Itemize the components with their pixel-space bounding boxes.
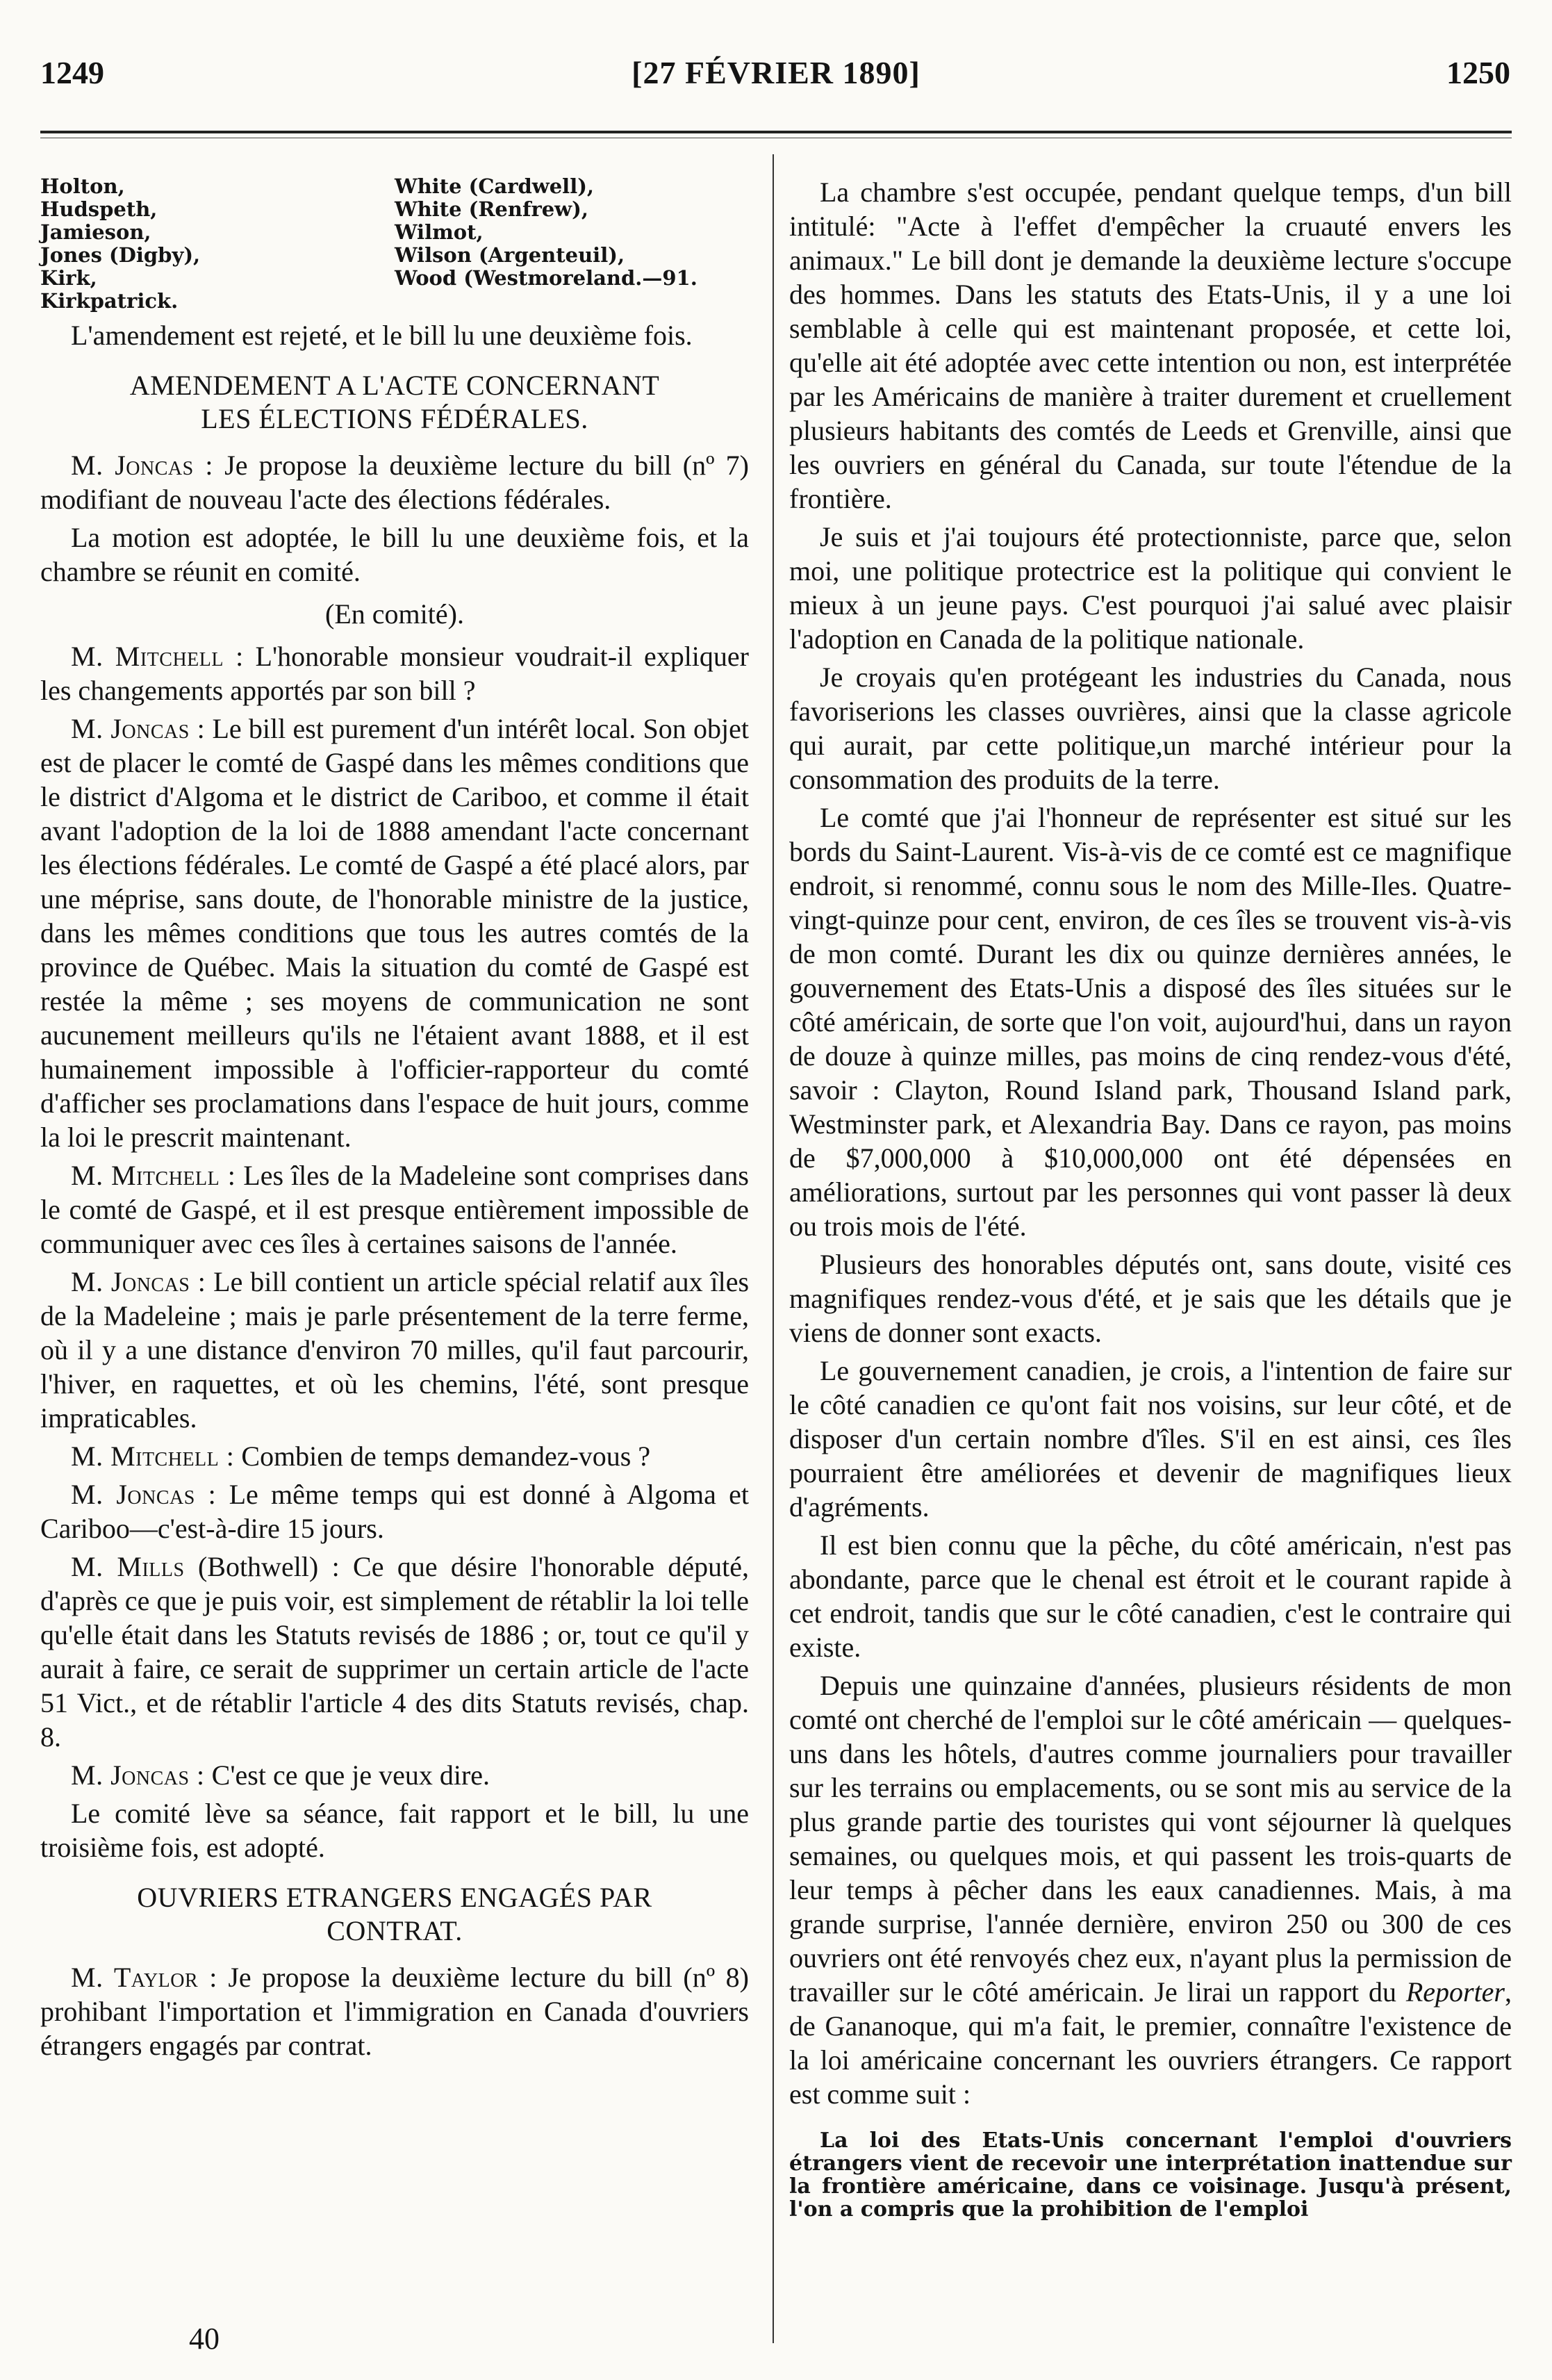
speech-paragraph [40, 1158, 749, 1261]
speaker-name: M. Joncas : [71, 450, 213, 481]
paragraph: Je suis et j'ai toujours été protectionniste, parce que, selon moi, une politique protectrice est la politique qui convient le mieux à un jeune pays. C'est pourquoi j'ai salué avec plaisir l'adoption en Canada de la politique nationale. [789, 521, 1512, 655]
speech-paragraph [40, 1265, 749, 1435]
page-date: [27 FÉVRIER 1890] [631, 55, 921, 90]
paragraph: La chambre s'est occupée, pendant quelque temps, d'un bill intitulé: "Acte à l'effet d'empêcher la cruauté envers les animaux." Le bill dont je demande la deuxième lecture s'occupe des hommes. Dans les statuts des Etats-Unis, il y a une loi semblable à celle qui est maintenant proposée, et cette loi, qu'elle ait été adoptée avec cette intention ou non, est interprétée par les Américains de manière à traiter durement et cruellement plusieurs habitants des comtés de Leeds et Grenville, ainsi que les ouvriers en général du Canada, sur toute l'étendue de la frontière. [789, 177, 1512, 514]
speaker-name: M. Joncas : [71, 713, 206, 744]
column-divider [773, 154, 774, 2343]
speech-text: L'honorable monsieur voudrait-il expliquer les changements apportés par son bill ? [40, 641, 749, 706]
page-header [0, 54, 1552, 103]
speech-paragraph [40, 712, 749, 1154]
speaker-name: M. Mills [71, 1551, 185, 1582]
speech-text: Le bill est purement d'un intérêt local. Son objet est de placer le comté de Gaspé dans les mêmes conditions que le district d'Algoma et le district de Cariboo, et comme il était avant l'adoption de la loi de 1888 amendant l'acte concernant les élections fédérales. Le comté de Gaspé a été placé alors, par une méprise, sans doute, de l'honorable ministre de la justice, dans les mêmes conditions que tous les autres comtés de la province de Québec. Mais la situation du comté de Gaspé est restée la même ; ses moyens de communication ne sont aucunement meilleurs qu'ils ne l'étaient avant 1888, et il est humainement impossible à l'officier-rapporteur du comté d'afficher ses proclamations dans l'espace de huit jours, comme la loi le prescrit maintenant. [40, 713, 749, 1153]
vote-name: Wilmot, [395, 220, 484, 244]
speech-text: (Bothwell) : Ce que désire l'honorable député, d'après ce que je puis voir, est simplement de rétablir la loi telle qu'elle était dans les Statuts revisés de 1886 ; or, tout ce qu'il y aurait à faire, ce serait de supprimer un certain article de l'acte 51 Vict., et de rétablir l'article 4 des dits Statuts revisés, chap. 8. [40, 1551, 749, 1753]
vote-list-col-2 [395, 175, 749, 313]
paragraph: Le comité lève sa séance, fait rapport et le bill, lu une troisième fois, est adopté. [40, 1798, 749, 1863]
section-heading-line: CONTRAT. [327, 1915, 463, 1946]
speech-text: Combien de temps demandez-vous ? [234, 1441, 651, 1472]
vote-name: White (Cardwell), [395, 174, 595, 198]
speech-paragraph [40, 1758, 749, 1792]
paragraph-text: Depuis une quinzaine d'années, plusieurs résidents de mon comté ont cherché de l'emploi sur le côté américain — quelques-uns dans les hôtels, d'autres comme journaliers pour travailler sur les terrains ou emplacements, ou se sont mis au service de la plus grande partie des touristes qui vont séjourner là quelques semaines, ou quelques mois, et qui passent les trois-quarts de leur temps à pêcher dans les eaux canadiennes. Mais, à ma grande surprise, l'année dernière, environ 250 ou 300 de ces ouvriers ont été renvoyés chez eux, n'ayant plus la permission de travailler sur le côté américain. Je lirai un rapport du [789, 1670, 1512, 2008]
speech-paragraph [40, 1550, 749, 1754]
speaker-name: M. Mitchell : [71, 1441, 235, 1472]
paragraph: Le comté que j'ai l'honneur de représenter est situé sur les bords du Saint-Laurent. Vis-à-vis de ce comté est ce magnifique endroit, si renommé, connu sous le nom des Mille-Iles. Quatre-vingt-quinze pour cent, environ, de ces îles se trouvent vis-à-vis de mon comté. Durant les dix ou quinze dernières années, le gouvernement des Etats-Unis a disposé des îles situées sur le côté américain, de sorte que l'on voit, aujourd'hui, dans un rayon de douze à quinze milles, pas moins de cinq rendez-vous d'été, savoir : Clayton, Round Island park, Thousand Island park, Westminster park, et Alexandria Bay. Dans ce rayon, pas moins de $7,000,000 à $10,000,000 ont été dépensées en améliorations, surtout par les personnes qui vont passer là deux ou trois mois de l'été. [789, 802, 1512, 1242]
right-column [789, 175, 1512, 2221]
speech-text: Les îles de la Madeleine sont comprises dans le comté de Gaspé, et il est presque entièrement impossible de communiquer avec ces îles à certaines saisons de l'année. [40, 1160, 749, 1259]
paragraph [789, 1668, 1512, 2111]
vote-name: Hudspeth, [40, 197, 158, 221]
speech-paragraph [40, 1439, 749, 1473]
paragraph: Plusieurs des honorables députés ont, sans doute, visité ces magnifiques rendez-vous d'été, et je sais que les détails que je viens de donner sont exacts. [789, 1249, 1512, 1348]
vote-name: Kirk, [40, 266, 97, 290]
section-heading-line: OUVRIERS ETRANGERS ENGAGÉS PAR [137, 1882, 652, 1913]
signature-number: 40 [189, 2322, 220, 2356]
page-number-left: 1249 [40, 55, 104, 90]
paragraph: Le gouvernement canadien, je crois, a l'intention de faire sur le côté canadien ce qu'ont fait nos voisins, sur leur côté, et de disposer d'un certain nombre d'îles. S'il en est ainsi, ces îles pourraient être améliorées et devenir de magnifiques lieux d'agréments. [789, 1355, 1512, 1523]
paragraph: Je croyais qu'en protégeant les industries du Canada, nous favoriserions les classes ouvrières, ainsi que la classe agricole qui aurait, par cette politique,un marché intérieur pour la consommation des produits de la terre. [789, 662, 1512, 795]
section-heading-workers [40, 1881, 749, 1948]
vote-name: Jamieson, [40, 220, 151, 244]
paragraph: Il est bien connu que la pêche, du côté américain, n'est pas abondante, parce que le chenal est étroit et le courant rapide à cet endroit, tandis que sur le côté canadien, c'est le contraire qui existe. [789, 1529, 1512, 1663]
speech-text: C'est ce que je veux dire. [204, 1759, 490, 1791]
vote-name: Holton, [40, 174, 125, 198]
vote-name: Wood (Westmoreland.—91. [395, 266, 697, 290]
committee-note: (En comité). [325, 598, 464, 630]
vote-name: Jones (Digby), [40, 243, 201, 267]
page-number-right: 1250 [1446, 55, 1510, 90]
speech-text: Je propose la deuxième lecture du bill (nº 7) modifiant de nouveau l'acte des élections fédérales. [40, 450, 750, 515]
speaker-name: M. Mitchell : [71, 1160, 236, 1191]
vote-list-col-1 [40, 175, 395, 313]
paragraph-text: , de Gananoque, qui m'a fait, le premier, connaître l'existence de la loi américaine concernant les ouvriers étrangers. Ce rapport est comme suit : [789, 1976, 1512, 2110]
vote-name: White (Renfrew), [395, 197, 588, 221]
speech-paragraph [40, 1960, 749, 2062]
section-heading-line: LES ÉLECTIONS FÉDÉRALES. [201, 403, 588, 434]
vote-list [40, 175, 749, 313]
vote-name: Kirkpatrick. [40, 289, 179, 313]
speaker-name: M. Joncas : [71, 1479, 217, 1510]
speech-paragraph [40, 448, 749, 516]
section-heading-line: AMENDEMENT A L'ACTE CONCERNANT [129, 370, 660, 401]
publication-name: Reporter [1405, 1976, 1505, 2008]
section-heading-elections [40, 369, 749, 436]
speech-paragraph [40, 1477, 749, 1545]
speaker-name: M. Joncas : [71, 1266, 206, 1297]
left-column [40, 175, 749, 2062]
speech-text: Le bill contient un article spécial relatif aux îles de la Madeleine ; mais je parle présentement de la terre ferme, où il y a une distance d'environ 70 milles, qu'il faut parcourir, l'hiver, en raquettes, et où les chemins, l'été, sont presque impraticables. [40, 1266, 750, 1434]
speech-text: Je propose la deuxième lecture du bill (nº 8) prohibant l'importation et l'immigration en Canada d'ouvriers étrangers engagés par contrat. [40, 1962, 749, 2061]
paragraph: L'amendement est rejeté, et le bill lu une deuxième fois. [71, 320, 693, 351]
speaker-name: M. Taylor : [71, 1962, 217, 1993]
quoted-report: La loi des Etats-Unis concernant l'emploi d'ouvriers étrangers vient de recevoir une interprétation inattendue sur la frontière américaine, dans ce voisinage. Jusqu'à présent, l'on a compris que la prohibition de l'emploi [789, 2128, 1512, 2222]
speech-text: Le même temps qui est donné à Algoma et Cariboo—c'est-à-dire 15 jours. [40, 1479, 750, 1544]
paragraph: La motion est adoptée, le bill lu une deuxième fois, et la chambre se réunit en comité. [40, 522, 749, 587]
speaker-name: M. Mitchell : [71, 641, 244, 672]
speech-paragraph [40, 639, 749, 707]
header-rule [40, 131, 1512, 133]
speaker-name: M. Joncas : [71, 1759, 205, 1791]
vote-name: Wilson (Argenteuil), [395, 243, 625, 267]
